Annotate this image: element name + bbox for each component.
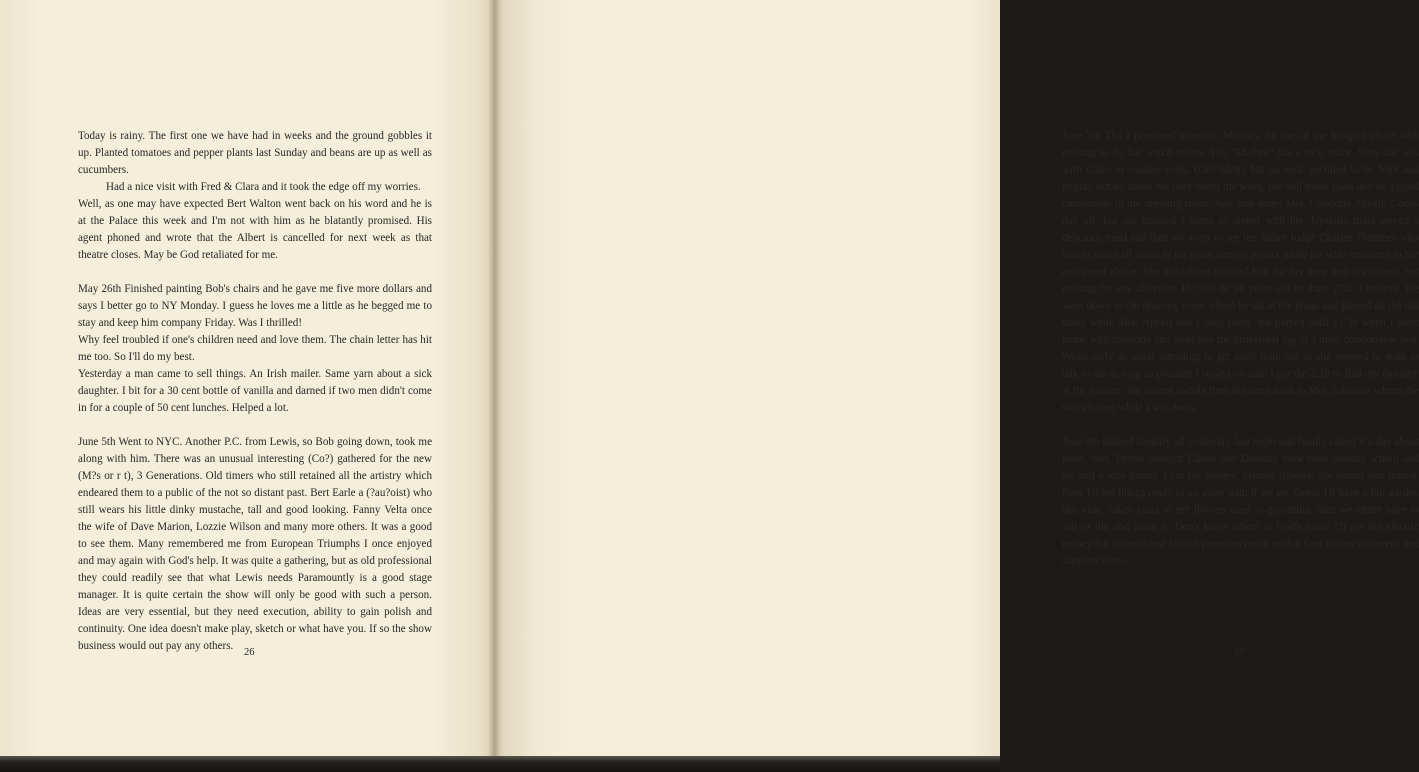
left-page [0,0,494,758]
paragraph-gap [1062,417,1419,434]
paragraph-text: June 9th Rained steadily all yesterday, last night and finally called it a day about noon. Mrs. Ferber brought Elmon and Dorothy back from Sunday school and we had a nice dinner. I cut the hedges, planted flowers, got dinner and ironed. Now I'll get things ready to go away with if we go. Guess I'll have a fair garden this year. Takes years to get flowers used to grooming, then we either have to sell or die and leave it. Don't know where in God's name I'll get the electric money but [1062,436,1419,550]
paragraph-gap [78,417,432,434]
paragraph: June 7th Thu I promised to return Monday, no use of me hanging about with nothing to do but watch others. The “Mother” has a nice voice. Says she was with Gallo in smaller roles, (Gu??ul/ty) but no soul. Inclined to be high and mighty but no doubt not only needs the work, but will make good and be a good companion in the dressing room. Saw that angel Mrs. Charlotte Appell. Cooks day off, but she insisted I come to dinner with her. Upstairs maid served a delicious meal and then we went to see her father Judge Charles Flammer who was as usual all alone in his room sorting papers while his wife remained in her apartment above. She must have married him for her keep and his money, but nothing for any affection. He will be 90 years old on June 27th, I believe. We went down to the drawing room where he sat at the piano and played all the old tunes while Mrs. Appell and I sang them. We played until 11:30 when I went home with charlotte and slept like the proverbial log in a most comfortable bed. Woke early as usual intending to get early train but as she seemed to want to talk to me as long as possible I stayed on until I got the 2:10 to find my Dorothy at the Station. We waited awhile then she went back to Mrs. Edwards where she was visiting while I was away. [1062,130,1419,414]
paragraph: Why feel troubled if one's children need and love them. The chain letter has hit me too. So I'll do my best. [78,334,432,363]
book-title-italic: Science and Health [1112,538,1199,550]
right-page-text [1062,128,1419,570]
paragraph: June 5th Went to NYC. Another P.C. from Lewis, so Bob going down, took me along with him. There was an unusual interesting (Co?) gathered for the new (M?s or r t), 3 Generations. Old timers who still retained all the artistry which endeared them to a public of the not so distant past. Bert Earle a (?au?oist) who still wears his little dinky mustache, tall and good looking. Fanny Velta once the wife of Dave Marion, Lozzie Wilson and many more others. It was a good to see them. Many remembered me from European Triumphs I once enjoyed and may again with God's help. It was quite a gathering, but as old professional they could readily see that what Lewis needs Paramountly is a good stage manager. It is quite certain the show will only be good with such a person. Ideas are very essential, but they need execution, ability to gain polish and continuity. One idea doesn't make play, sketch or what have you. If so the show business would out pay any others. [78,436,432,652]
left-page-text [78,128,432,655]
paragraph-text: promises much as that God knows our needs and supplies them. [1062,538,1419,567]
book-gutter [488,0,500,758]
right-page [494,0,1419,758]
paragraph: Today is rainy. The first one we have had in weeks and the ground gobbles it up. Planted tomatoes and pepper plants last Sunday and beans are up as well as cucumbers. [78,130,432,176]
paragraph [1062,434,1419,570]
paragraph: Had a nice visit with Fred & Clara and it took the edge off my worries. [106,181,421,193]
page-number: 26 [244,647,255,658]
paragraph: Well, as one may have expected Bert Walton went back on his word and he is at the Palace this week and I'm not with him as he blatantly promised. His agent phoned and wrote that the Albert is cancelled for next week as that theatre closes. May be God retaliated for me. [78,198,432,261]
page-number: 27 [1234,647,1245,658]
paragraph: May 26th Finished painting Bob's chairs and he gave me five more dollars and says I better go to NY Monday. I guess he loves me a little as he begged me to stay and keep him company Friday. Was I thrilled! [78,283,432,329]
paragraph-gap [78,264,432,281]
scan-bottom-edge [0,756,1000,772]
paragraph: Yesterday a man came to sell things. An Irish mailer. Same yarn about a sick daughter. I bit for a 30 cent bottle of vanilla and darned if two men didn't come in for a couple of 50 cent lunches. Helped a lot. [78,368,432,414]
